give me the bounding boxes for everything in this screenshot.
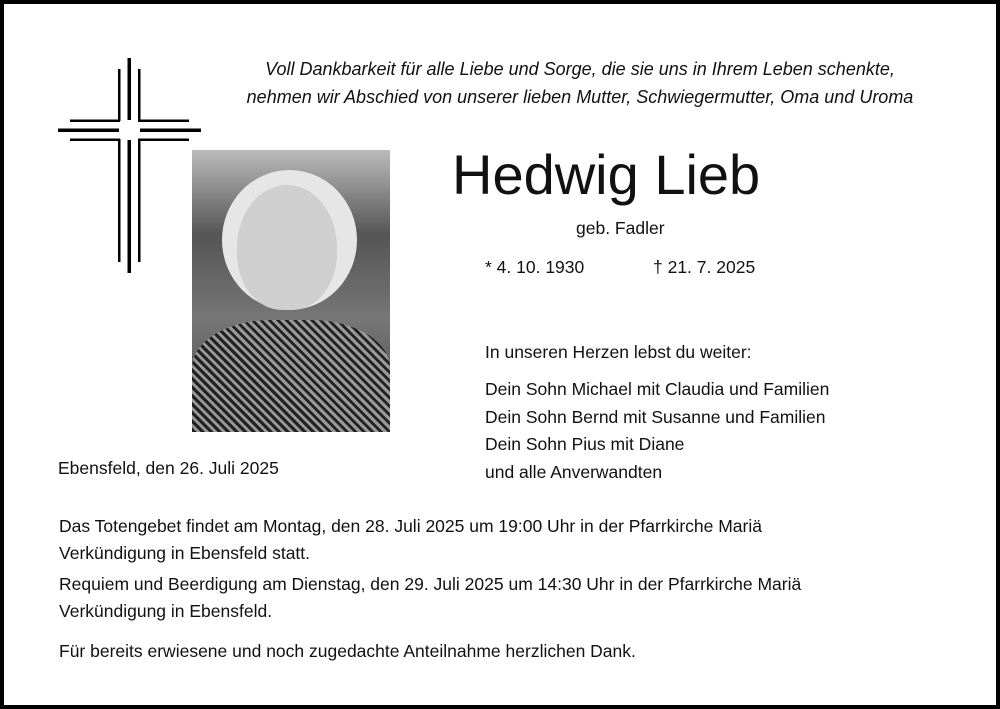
maiden-name: geb. Fadler bbox=[576, 218, 665, 238]
death-date: † 21. 7. 2025 bbox=[653, 257, 756, 277]
note-line: Requiem und Beerdigung am Dienstag, den 29. Juli 2025 um 14:30 Uhr in der Pfarrkirche Mariä bbox=[59, 574, 802, 594]
cross-icon bbox=[0, 0, 220, 290]
service-info bbox=[59, 513, 801, 665]
portrait-photo bbox=[192, 150, 390, 432]
note-line: Verkündigung in Ebensfeld statt. bbox=[59, 543, 311, 563]
family-member: und alle Anverwandten bbox=[485, 461, 663, 482]
place-date: Ebensfeld, den 26. Juli 2025 bbox=[58, 458, 279, 478]
note-line: Verkündigung in Ebensfeld. bbox=[59, 601, 273, 621]
intro-text bbox=[150, 55, 1000, 111]
family-member: Dein Sohn Pius mit Diane bbox=[485, 434, 685, 454]
intro-line: Voll Dankbarkeit für alle Liebe und Sorge, die sie uns in Ihrem Leben schenkte, bbox=[265, 59, 895, 79]
thanks-line: Für bereits erwiesene und noch zugedachte Anteilnahme herzlichen Dank. bbox=[59, 641, 636, 661]
family-heading: In unseren Herzen lebst du weiter: bbox=[485, 342, 752, 362]
family-member: Dein Sohn Bernd mit Susanne und Familien bbox=[485, 406, 826, 427]
note-line: Das Totengebet findet am Montag, den 28. Juli 2025 um 19:00 Uhr in der Pfarrkirche Mariä bbox=[59, 516, 762, 536]
family-member: Dein Sohn Michael mit Claudia und Familien bbox=[485, 379, 830, 399]
intro-line: nehmen wir Abschied von unserer lieben Mutter, Schwiegermutter, Oma und Uroma bbox=[246, 87, 914, 107]
birth-date: * 4. 10. 1930 bbox=[485, 257, 585, 277]
deceased-name: Hedwig Lieb bbox=[452, 143, 761, 206]
family-list bbox=[485, 376, 829, 486]
